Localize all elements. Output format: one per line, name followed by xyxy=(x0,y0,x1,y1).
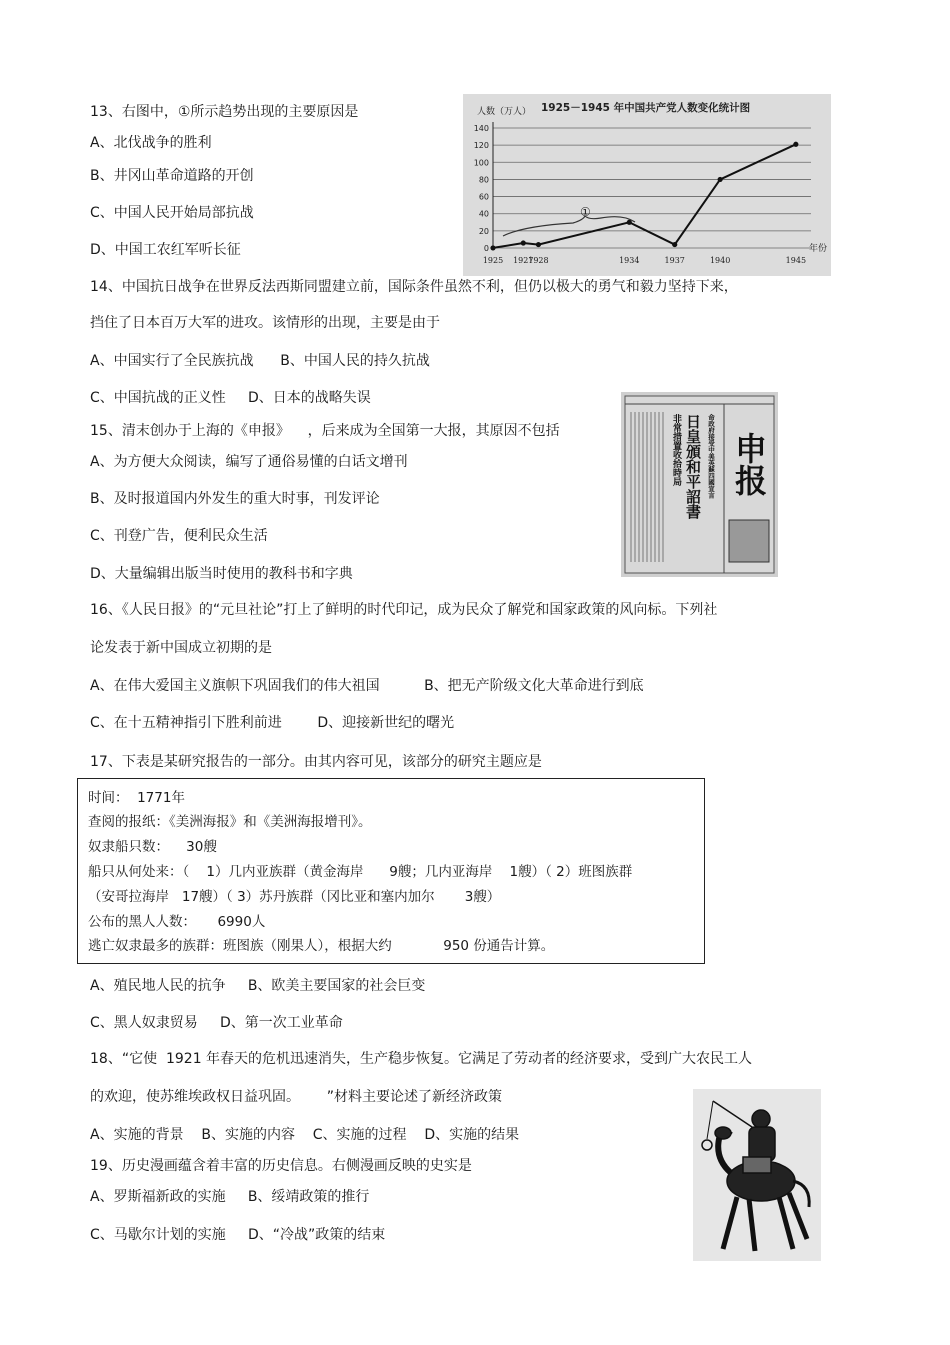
q14-stem-line2: 挡住了日本百万大军的进攻。该情形的出现，主要是由于 xyxy=(90,315,440,331)
q15-option-c: C、刊登广告，便利民众生活 xyxy=(90,528,268,544)
q19-stem: 19、历史漫画蕴含着丰富的历史信息。右侧漫画反映的史实是 xyxy=(90,1158,472,1174)
q18-stem-line2: 的欢迎，使苏维埃政权日益巩固。 ”材料主要论述了新经济政策 xyxy=(90,1089,502,1105)
q13-option-d: D、中国工农红军听长征 xyxy=(90,242,241,258)
chart-annotation: ① xyxy=(580,205,591,219)
chart-data-point xyxy=(521,240,526,245)
q17-stem: 17、下表是某研究报告的一部分。由其内容可见，该部分的研究主题应是 xyxy=(90,754,542,770)
q19-options-cd: C、马歇尔计划的实施 D、“冷战”政策的结束 xyxy=(90,1227,386,1243)
chart-xtick-label: 1934 xyxy=(619,256,640,265)
q14-options-ab: A、中国实行了全民族抗战 B、中国人民的持久抗战 xyxy=(90,353,430,369)
newspaper-headline-3: 命政府接受中美英蘇四國宣言 xyxy=(707,414,715,499)
q16-stem-line2: 论发表于新中国成立初期的是 xyxy=(90,640,272,656)
chart-xtick-label: 1945 xyxy=(785,256,807,265)
chart-data-point xyxy=(718,177,723,182)
chart-ytick-label: 120 xyxy=(473,141,489,151)
chart-ytick-label: 140 xyxy=(473,124,489,133)
q13-option-a: A、北伐战争的胜利 xyxy=(90,135,212,151)
chart-ytick-label: 100 xyxy=(473,158,489,168)
chart-ytick-label: 40 xyxy=(478,209,489,219)
q17-options-ab: A、殖民地人民的抗争 B、欧美主要国家的社会巨变 xyxy=(90,978,426,994)
chart-xtick-label: 1927 xyxy=(513,256,534,265)
table-line-time: 时间： 1771年 xyxy=(88,790,185,806)
q16-stem-line1: 16、《人民日报》的“元旦社论”打上了鲜明的时代印记，成为民众了解党和国家政策的风向标。下列社 xyxy=(90,602,718,618)
chart-xtick-label: 1937 xyxy=(664,256,685,265)
q18-stem-line1: 18、“它使 1921 年春天的危机迅速消失，生产稳步恢复。它满足了劳动者的经济要求，受到广大农民工人 xyxy=(90,1051,753,1067)
q15-option-b: B、及时报道国内外发生的重大时事，刊发评论 xyxy=(90,491,380,507)
chart-series-line xyxy=(493,144,796,248)
chart-xtick-label: 1940 xyxy=(709,256,731,265)
q13-stem: 13、右图中，①所示趋势出现的主要原因是 xyxy=(90,104,359,120)
q18-options: A、实施的背景 B、实施的内容 C、实施的过程 D、实施的结果 xyxy=(90,1127,520,1143)
newspaper-headline-1: 日皇頒和平詔書 xyxy=(684,414,702,519)
q14-options-cd: C、中国抗战的正义性 D、日本的战略失误 xyxy=(90,390,371,406)
chart-ytick-label: 80 xyxy=(478,175,489,185)
chart-xlabel: 年份 xyxy=(809,244,828,254)
q15-option-d: D、大量编辑出版当时使用的教科书和字典 xyxy=(90,566,353,582)
chart-xtick-label: 1925 xyxy=(482,256,504,265)
chart-ylabel: 人数（万人） xyxy=(477,107,532,117)
newspaper-headline-2: 非常措置收拾時局 xyxy=(671,414,681,486)
chart-data-point xyxy=(536,242,541,247)
chart-data-point xyxy=(490,245,495,250)
chart-ytick-label: 0 xyxy=(483,244,489,253)
q13-option-b: B、井冈山革命道路的开创 xyxy=(90,168,254,184)
table-line-newspapers: 查阅的报纸：《美洲海报》和《美洲海报增刊》。 xyxy=(88,814,372,830)
chart-data-point xyxy=(793,142,798,147)
table-line-origin-2: （安哥拉海岸 17艘）（ 3）苏丹族群（冈比亚和塞内加尔 3艘） xyxy=(88,889,501,905)
chart-ytick-label: 60 xyxy=(478,192,489,202)
research-report-table xyxy=(77,778,705,964)
q19-options-ab: A、罗斯福新政的实施 B、绥靖政策的推行 xyxy=(90,1189,370,1205)
table-line-ship-count: 奴隶船只数： 30艘 xyxy=(88,839,217,855)
q13-option-c: C、中国人民开始局部抗战 xyxy=(90,205,254,221)
q16-options-cd: C、在十五精神指引下胜利前进 D、迎接新世纪的曙光 xyxy=(90,715,455,731)
q15-stem: 15、清末创办于上海的《申报》 ，后来成为全国第一大报，其原因不包括 xyxy=(90,423,560,439)
table-line-origin-1: 船只从何处来：（ 1）几内亚族群（黄金海岸 9艘；几内亚海岸 1艘）（ 2）班图族群 xyxy=(88,864,633,880)
q15-option-a: A、为方便大众阅读，编写了通俗易懂的白话文增刊 xyxy=(90,454,408,470)
table-line-runaway: 逃亡奴隶最多的族群：班图族（刚果人），根据大约 950 份通告计算。 xyxy=(88,938,555,954)
chart-xtick-label: 1928 xyxy=(528,256,549,265)
table-line-slave-count: 公布的黑人人数： 6990人 xyxy=(88,914,266,930)
historical-cartoon-image xyxy=(693,1089,821,1261)
chart-title: 1925－1945 年中国共产党人数变化统计图 xyxy=(541,102,751,114)
chart-data-point xyxy=(672,242,677,247)
chart-ytick-label: 20 xyxy=(478,226,489,236)
q17-options-cd: C、黑人奴隶贸易 D、第一次工业革命 xyxy=(90,1015,343,1031)
newspaper-masthead: 申报 xyxy=(730,432,768,496)
q16-options-ab: A、在伟大爱国主义旗帜下巩固我们的伟大祖国 B、把无产阶级文化大革命进行到底 xyxy=(90,678,644,694)
shenbao-newspaper-image xyxy=(621,392,778,577)
q14-stem-line1: 14、中国抗日战争在世界反法西斯同盟建立前，国际条件虽然不利，但仍以极大的勇气和毅力坚持下来， xyxy=(90,279,738,295)
cpc-membership-chart xyxy=(463,94,831,276)
